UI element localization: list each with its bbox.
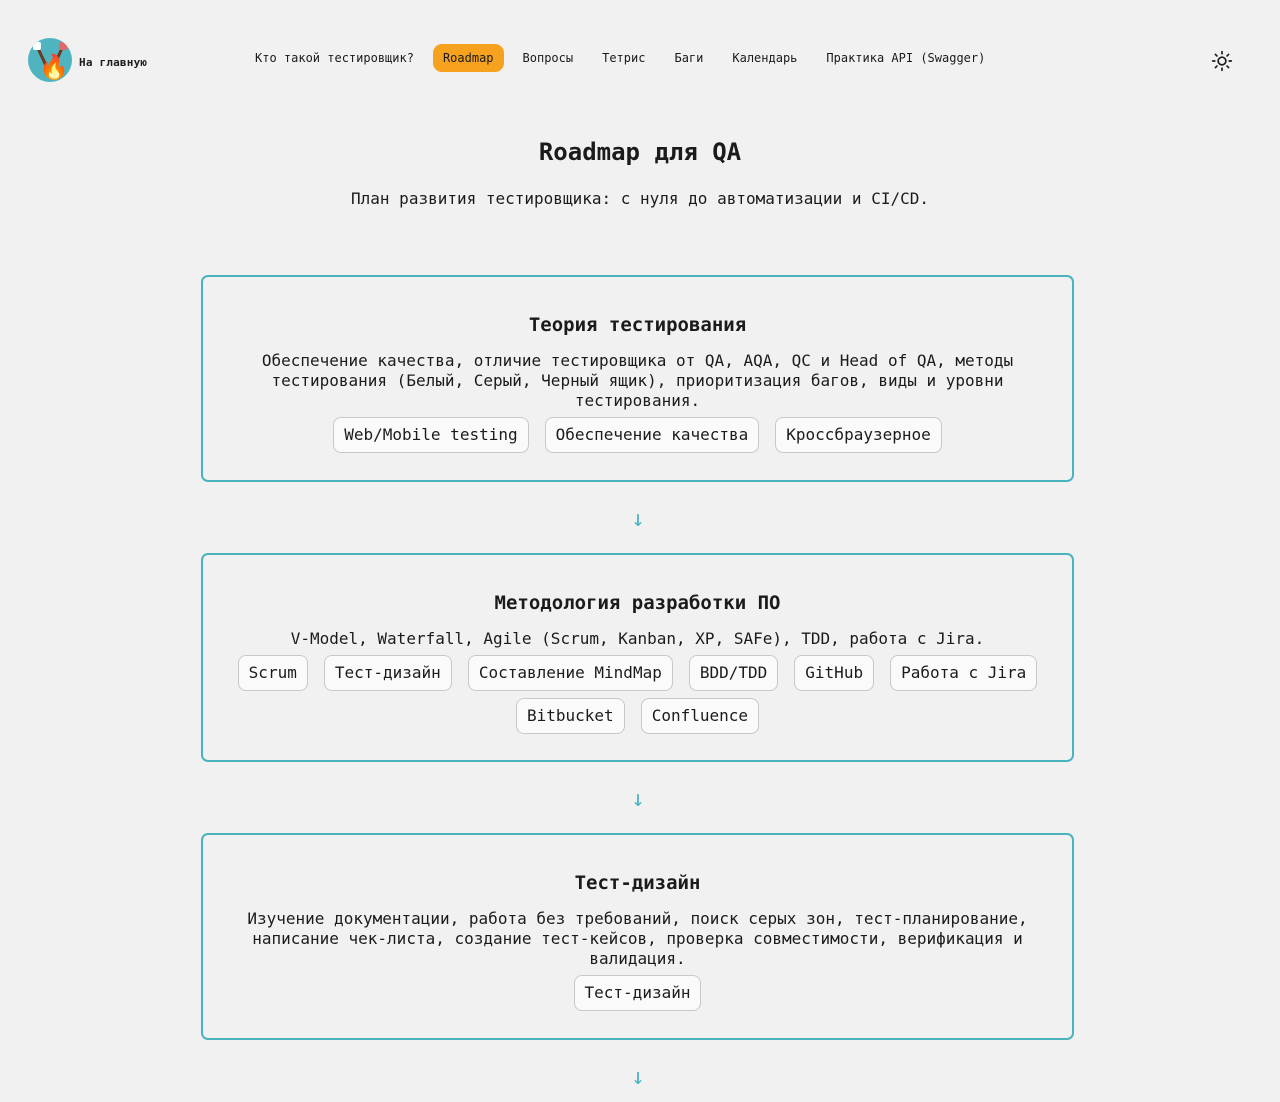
down-arrow-icon: ↓ [631, 507, 645, 532]
down-arrow-icon: ↓ [631, 787, 645, 812]
tag-bdd-tdd[interactable]: BDD/TDD [689, 655, 778, 691]
tag-github[interactable]: GitHub [794, 655, 874, 691]
tag-cross-browser[interactable]: Кроссбраузерное [775, 417, 942, 453]
step-description: V-Model, Waterfall, Agile (Scrum, Kanban, XP, SAFe), TDD, работа с Jira. [290, 629, 985, 648]
down-arrow-icon: ↓ [631, 1065, 645, 1090]
roadmap-step-test-design [201, 833, 1074, 1040]
campfire-logo-avatar: 🔥 [28, 38, 72, 82]
sun-icon [1211, 50, 1233, 72]
top-navigation-bar [0, 0, 1280, 118]
roadmap-step-testing-theory [201, 275, 1074, 482]
tag-test-design[interactable]: Тест-дизайн [324, 655, 452, 691]
nav-item-bugs[interactable]: Баги [674, 51, 704, 65]
step-tags [221, 655, 1054, 734]
nav-item-api-practice[interactable]: Практика API (Swagger) [826, 51, 986, 65]
tag-scrum[interactable]: Scrum [238, 655, 308, 691]
step-tags [221, 975, 1054, 1011]
nav-item-tetris[interactable]: Тетрис [602, 51, 646, 65]
step-description: Обеспечение качества, отличие тестировщика от QA, AQA, QC и Head of QA, методы тестирования (Белый, Серый, Черный ящик), приоритизация багов, виды и уровни тестирования. [261, 351, 1014, 410]
tag-web-mobile-testing[interactable]: Web/Mobile testing [333, 417, 528, 453]
step-description: Изучение документации, работа без требований, поиск серых зон, тест-планирование, написание чек-листа, создание тест-кейсов, проверка совместимости, верификация и валидация. [247, 909, 1028, 968]
step-tags [221, 417, 1054, 453]
home-link[interactable] [28, 38, 147, 82]
nav-item-who-is-tester[interactable]: Кто такой тестировщик? [255, 51, 414, 65]
step-title: Теория тестирования [528, 314, 747, 336]
tag-confluence[interactable]: Confluence [641, 698, 759, 734]
tag-bitbucket[interactable]: Bitbucket [516, 698, 625, 734]
theme-toggle-button[interactable] [1210, 49, 1234, 73]
nav-item-roadmap[interactable]: Roadmap [433, 44, 504, 72]
page-subtitle: План развития тестировщика: с нуля до автоматизации и CI/CD. [351, 189, 929, 208]
home-link-label: На главную [79, 55, 148, 69]
tag-jira[interactable]: Работа с Jira [890, 655, 1037, 691]
main-nav [245, 44, 995, 72]
step-title: Методология разработки ПО [494, 592, 781, 614]
tag-quality-assurance[interactable]: Обеспечение качества [545, 417, 760, 453]
page-title: Roadmap для QA [538, 138, 742, 166]
step-title: Тест-дизайн [574, 872, 701, 894]
nav-item-questions[interactable]: Вопросы [522, 51, 574, 65]
roadmap-step-dev-methodology [201, 553, 1074, 762]
tag-test-design[interactable]: Тест-дизайн [574, 975, 702, 1011]
tag-mindmap[interactable]: Составление MindMap [468, 655, 673, 691]
nav-item-calendar[interactable]: Календарь [732, 51, 798, 65]
